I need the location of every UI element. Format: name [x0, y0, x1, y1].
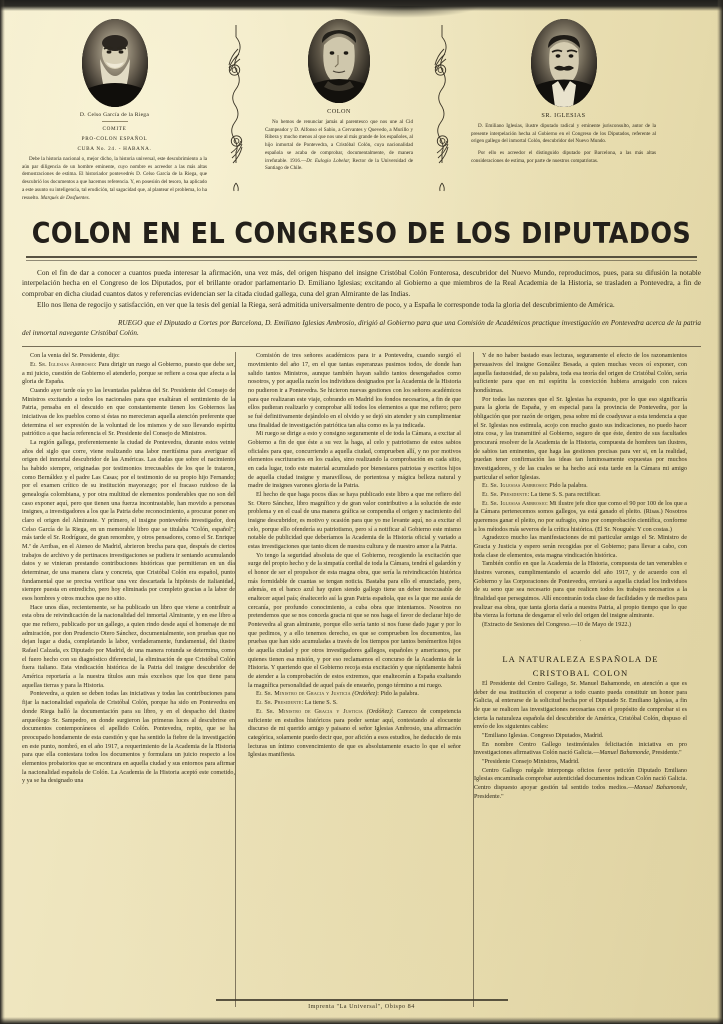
lead-p1: Con el fin de dar a conocer a cuantos pueda interesar la afirmación, una vez más, del origen hispano del insigne Cristóbal Colón Fonterosa, descubridor del Nuevo Mundo, reproducimos, pues, para su difusión la notable interpelación hecha en el Congreso de los Diputados, por el brillante orador parlamentario D. Emiliano Iglesias; excitando al Gobierno a que miembros de la Real Academia de la Historia, se trasladen a Pontevedra, a fin de comprobar en dicha ciudad cuantos datos y referencias evidencian ser la citada ciudad gallega, cuna del gran Almirante de las Indias. [22, 267, 701, 299]
speech-paragraph [248, 690, 461, 699]
paragraph: Y de no haber bastado esas lecturas, seguramente el efecto de los razonamientos persuasivos del insigne González Besada, a quien muchas veces oí exponer, con aquella fastuosidad, de su palabra, toda esa teoría del origen de Cristóbal Colón, sería suficiente para que en mi espíritu la convicción hubiera arraigado con raíces hondísimas. [474, 353, 687, 394]
portrait-riega-wrap [22, 19, 207, 107]
caption-body-sign: Dr. Eulogio Lobelar, [306, 157, 351, 164]
ruego-statement: RUEGO que el Diputado a Cortes por Barcelona, D. Emiliano Iglesias Ambrosio, dirigió al Gobierno para que una Comisión de Académicos practique investigación en Pontevedra acerca de la patria del inmortal navegante Cristóbal Colón. [22, 318, 701, 338]
speech-paragraph [474, 491, 687, 500]
speech-paragraph [248, 708, 461, 760]
caption-name-iglesias: SR. IGLESIAS [541, 112, 586, 119]
speech-paragraph [248, 699, 461, 708]
cable-signature: Manuel Bahamonde [599, 750, 649, 757]
caption-body-sign: Marqués de Dosfuentes. [40, 194, 90, 201]
paragraph: Agradezco mucho las manifestaciones de mi particular amigo el Sr. Ministro de Gracia y Justicia y espero serán recogidas por el Gobierno; para llevar a cabo, con toda clase de elementos, esta magna vindicación histórica. [474, 535, 687, 559]
paragraph: También confío en que la Academia de la Historia, compuesta de tan venerables e ilustres varones, cumplimentando el acuerdo del año 1917, y de acuerdo con el Gobierno y las Corporaciones de Pontevedra, enviará a aquella ciudad los individuos de su seno que sea necesario para que realicen todos los trabajos necesarios a la finalidad que perseguimos. Allí encontrarán toda clase de facilidades y de medios para realizar esa obra, que tanta gloria daría a nuestra Patria, al propio tiempo que lo que iba vierza la fortuna de desgarrar el velo del origen del insigne almirante. [474, 561, 687, 620]
paragraph: Pontevedra, a quien se deben todas las iniciativas y todas las contribuciones para fijar la nacionalidad española de Cristóbal Colón, porque ha sido en Pontevedra en donde Riega halló la documentación para su libro, y en el despacho del ilustre arqueólogo Sr. Sampedro, en donde surgieron las primeras luces al descubrirse en documentos contemporáneos el apellido Colón. Pontevedra, repito, que se ha preocupado hondamente de esta cuestión y que ha sentido la fiebre de la investigación en este punto, nombró, en el año 1917, a requerimiento de la Academia de la Historia para que ella contestara todos los documentos y formulara un juicio respecto a los elementos probatorios que se encontrara en aquella ciudad y sus entornos para afirmar la nacionalidad española de Colón. La Academia de la Historia aceptó este cometido, y ya se ha designado una [22, 691, 235, 785]
ornament-left-wrap [207, 19, 265, 193]
ornament-right-wrap [413, 19, 471, 193]
paragraph: Por todas las razones que el Sr. Iglesias ha expuesto, por lo que eso significaría para la gloria de España, y en especial para la provincia de Pontevedra, por la obligación que por razón de origen, pesa sobre mí de coadyuvar a esta tendencia a que el Sr. Iglesias nos estimula, acojo con mucho gusto sus indicaciones, no puedo hacer otra cosa, y las transmitiré al Gobierno, seguro de que éste, dentro de sus facultades procurará resolver de la Academia de la Historia, compuesta de hombres tan ilustres, de sabios tan eminentes, que haga las gestiones precisas para ver si, en la realidad, puedan tener confirmación las ideas tan luminosamente expuestas por muchos investigadores, y de las cuales se ha hecho acá esta tarde en la Cámara mi amigo particular el señor Iglesias. [474, 396, 687, 481]
paragraph: Yo tengo la seguridad absoluta de que el Gobierno, recogiendo la excitación que surge del propio hecho y de la simpatía cordial de toda la Cámara, tendrá el galardón y el honor de ser el propulsor de esta magna obra, que sería la reivindicación histórica más formidable de cuantas se tengan noticia. Bastaba para ello el enunciado, pero, además, en el banco azul hay quien siendo gallego tiene un deber inexcusable de enaltecer aquel país; énaltecerlo así la gran Patria española, que es la que me ausía de cercanía, por profundo conocimiento, a cuba obra que intentamos. Nosotros no pretendemos que se nos conceda gracia ni que se nos haga el favor de declarar hijo de Pontevedra al gran almirante, porque ello sería tanto si nos fuese dado jugar y por lo que pedimos, y a ello tenemos derecho, es que se comprueben los documentos, las pruebas que han sido acumuladas a través de los tiempos por tantos benémeritos hijos de aquella ciudad y por otros investigadores gallegos, españoles y americanos, por quienes tienen esa misión, y por eso reclamamos el concurso de la Academia de la Historia. Y queriendo que el Gobierno recoja esta excitación y que rápidamente habrá de atender a la comprobación de estos extremos, que enaltecerán a España exaltando la magnífica personalidad de aquel país de ensueño, pongo término a mi ruego. [248, 552, 461, 689]
masthead-panel-iglesias [471, 19, 656, 166]
speaker-label: El Sr. Presidente [482, 492, 528, 499]
portrait-colon-icon [308, 19, 370, 103]
paragraph: El Presidente del Centro Gallego, Sr. Manuel Bahamonde, en atención a que es deber de esa institución el cooperar a todo cuanto pueda constituir un honor para Galicia, al enterarse de la solicitud hecha por el Diputado Sr. Emiliano Iglesias, a fin de que se realicen las investigaciones necesarias con el propósito de comprobar si es cierta la naturaleza española del descubridor de América, Cristóbal Colón, dispuso el envío de los siguientes cables: [474, 681, 687, 731]
body-columns [22, 352, 701, 1007]
speaker-label: El Sr. Iglesias Ambrosio [482, 500, 547, 507]
section-subhead-line-2: CRISTOBAL COLON [532, 667, 629, 678]
portrait-riega-icon [82, 19, 148, 107]
body-column-1 [22, 352, 235, 1007]
caption-body-tail: Rector de la Universidad de Santiago de Chile. [265, 157, 414, 172]
portrait-iglesias-icon [531, 19, 597, 107]
speech-text: : Carezco de competencia suficiente en estudios históricos para poder sentar aquí, contestando al elocuente discurso de mi querido amigo y paisano el señor Iglesias Ambrosio, una afirmación categórica, solamente puedo decir que, por afición a esos estudios, he deducido de mis lecturas un íntimo convencimiento de que es absolutamente exacto lo que el señor Iglesias manifiesta. [248, 708, 462, 759]
cable-signature: Manuel Bahamonde [634, 785, 686, 792]
section-ornament-dot: . [579, 637, 582, 643]
cable-tail: , Presidente." [474, 785, 687, 800]
caption-name-riega: D. Celso García de la Riega [79, 112, 150, 118]
portrait-colon-wrap [265, 19, 413, 103]
speech-paragraph [22, 361, 235, 387]
paragraph: La región gallega, preferentemente la ciudad de Pontevedra, durante estos veinte años del siglo que corre, viene realizando una labor meritísima para averiguar el origen del inmortal descubridor de las Américas. Las dudas que sobre el nacimiento ha habido siempre, originadas por testimonios irrecusables de los que le trataron, como Bernáldez y el padre Las Casas; por el testimonio de su propio hijo Fernando; por el examen crítico de su institución mayorazgo; por el fracaso ruidoso de la genealogía colombiana, y por otra multitud de elementos ponderables que no son del caso exponer aquí, pero que tienen una fuerza incontrastable, han movido a personas insignes, a investigadores a los que la Patria debe reconocimiento, a procurar poner en claro el origen del Almirante. Y primero, el insigne pontevedrés investigador, don Celso García de la Riega, en un memorable libro que se titulaba "Colón, español"; más tarde el Sr. Rodríguez, de gran renombre, y otros pensadores, como el Sr. Enrique M.ª de Arribas, en el Ateneo de Madrid, abrieron brecha para que, después de ciertos trabajos de archivo y de pertinaces investigaciones se pudiera ir sentando acumulando datos y se vinieran prestando contribuciones históricas que permitieran en un día determinar, de una manera clara y concreta, que Cristóbal Colón era español, punto fundamental que se precisa verificar una vez descartada la hipótesis de italianidad, siempre puesta en entredicho, pero hoy eliminada por completo gracias a la labor de esos hombres y otros muchos que no sitio. [22, 440, 235, 603]
scan-bottom-edge [0, 1017, 723, 1024]
speaker-label: El Sr. Ministro de Gracia y Justicia [256, 708, 364, 715]
speaker-paren: (Ordóñez) [366, 708, 392, 715]
cable-quote-2-open: "Presidente Consejo Ministros, Madrid. [482, 759, 580, 766]
paragraph: Con la venia del Sr. Presidente, dijo: [30, 353, 120, 360]
caption-committee-label: COMITE [102, 126, 127, 132]
portrait-iglesias-wrap [471, 19, 656, 107]
speech-text: : Pido la palabra. [377, 691, 419, 698]
column-divider [473, 352, 474, 1007]
page-title: COLON EN EL CONGRESO DE LOS DIPUTADOS [31, 217, 692, 251]
speaker-label: El Sr. Presidente [256, 700, 302, 707]
lead-p2: Ello nos llena de regocijo y satisfacción, en ver que la tesis del genial la Riega, será admitida universalmente dentro de poco, y a España le corresponde toda la gloria del descubrimiento de América. [37, 299, 615, 309]
paragraph: Mi ruego se dirige a esto y consigno seguramente el de toda la Cámara, a excitar al Gobierno a fin de que éste a su vez la haga, al celo y patriotismo de estos sabios oficiales para que, concurriendo a aquella ciudad, comprueben allí, y no por motivos elementos escriturarios en los cuales, sino realizando la comprobación en cada sitio, en cada lugar, todo este material acumulado por bienestares patriotas y escritos hijos de aquella ciudad insigne y maravillosa, de portentosa y mágica belleza natural y madre de insignes varones gloria de la Patria. [248, 431, 461, 490]
speaker-label: El Sr. Iglesias Ambrosio [482, 483, 547, 490]
speaker-paren: (Ordóñez) [352, 691, 378, 698]
cable-text: En nombre Centro Gallego testimóniales felicitación iniciativa en pro investigaciones afirmativas Colón nació Galicia.— [474, 741, 687, 757]
cable-quote-1 [474, 741, 687, 758]
lead-divider-rule [22, 346, 701, 347]
speech-text: : Para dirigir un ruego al Gobierno, puesto que debe ser, a mi juicio, cuestión de Gobierno el atenderlo, porque se refiere a cosa que afecta a la gloria de España. [22, 361, 235, 386]
headline-rule-thin [26, 260, 697, 261]
session-extract-note: (Extracto de Sesiones del Congreso.—10 de Mayo de 1922.) [482, 622, 632, 629]
cable-tail: , Presidente." [648, 750, 682, 757]
body-column-2 [248, 352, 461, 1007]
lead-paragraphs [22, 268, 701, 311]
caption-body-riega [22, 156, 207, 202]
speech-text: : La tiene S. S. para rectificar. [527, 492, 601, 499]
paragraph: Comisión de tres señores académicos para ir a Pontevedra, cuando surgió el movimiento del año 17, en el que tantas esperanzas pusimos todos, de donde han salido tantos Ministros, aunque también hayan salido tantos desengañados como nosotros, y por aquella razón los individuos designados por la Academia de la Historia no pudieron ir a Pontevedra. Se hicieron nuevas gestiones con los señores académicos para que realizaran este viaje, cobrando en Madrid los fondos necesarios, a fin de que ellos pudieran realizarlo y comprobar allí todos los elementos a que me refiero; pero se fué definitivamente dejándolo en el olvido y se dejó sin atender y sin cumplimentar una finalidad de investigación patriótica tan alta como es la ya indicada. [248, 353, 461, 429]
caption-committee-name: PRO-COLON ESPAÑOL [81, 136, 148, 142]
footer-rule [216, 999, 508, 1001]
footer [0, 999, 723, 1010]
caption-body-text: Debe la historia nacional o, mejor dicho, la historia universal, este descubrimiento a la aún par diligencia de un hombre eminente, cuyo nombre es acreedor a las más altas demostraciones de estima. El historiador pontevedrés D. Celso García de la Riega, que descubrió los documentos a que hacemos referencia. Y, en posesión del tesoro, ha aplicado a este asunto su inteligencia, tal erudición, tal sagacidad que, al plantear el problema, lo ha resuelto. [22, 156, 207, 201]
scan-top-edge [0, 0, 723, 11]
caption-body-colon [265, 119, 413, 173]
vertical-flourish-ornament-icon [431, 23, 453, 193]
speech-paragraph [474, 482, 687, 491]
caption-committee-address: CUBA No. 24. - HABANA. [77, 146, 152, 152]
speech-text: : Pido la palabra. [546, 483, 588, 490]
headline-rule [26, 256, 697, 258]
speech-paragraph [474, 500, 687, 535]
cable-text: Centro Gallego ruégale interponga oficios favor petición Diputado Emiliano Iglesias encaminada comprobar autenticidad documentos indican Colón nació Galicia. Centro dispuesto apoyar gestión tal sentido todos medios.— [474, 767, 687, 792]
page-content [0, 11, 723, 1017]
caption-body-text: No hemos de renunciar jamás al parentesco que nos une al Cid Campeador y D. Alfonso el Sabio, a Cervantes y Quevedo, a Murillo y Ribera y mucho menos al que nos une al más grande de los españoles, al hijo inmortal de Pontevedra, a Cristóbal Colón, cuya nacionalidad española se acaba de comprobar, documentalmente, de manera irrefutable. 1916.— [265, 119, 413, 164]
paragraph: El hecho de que haga pocos días se haya publicado este libro a que me refiero del Sr. Otero Sánchez, libro magnífico y de gran valor contributivo a la solución de este problema y en el cual de una manera gráfica se compendia el origen y nacimiento del insigne descubridor, es motivo y ocasión para que yo me levante aquí, no a excitar el celo, porque ello ofendería su patriotismo, pero sí a notificar al Gobierno este mismo notable de publicidad que deberíamos la Academia de la Historia oficial y variado a estas investigaciones que tanto dicen de nuestra cultura y de nuestro amor a la Patria. [248, 492, 461, 551]
section-subhead-line-1: LA NATURALEZA ESPAÑOLA DE [502, 653, 659, 664]
vertical-flourish-ornament-icon [225, 23, 247, 193]
cable-quote-2 [474, 767, 687, 802]
column-divider [235, 352, 236, 1007]
caption-name-colon: COLON [327, 108, 351, 115]
speaker-label: El Sr. Iglesias Ambrosio [30, 361, 95, 368]
masthead-panel-riega [22, 19, 207, 202]
body-column-3 [474, 352, 687, 1007]
speech-text: : Mi ilustre jefe dice que como el 90 por 100 de los que a la Cámara pertenecemos somos gallegos, ya está ganado el pleito. (Risas.) Nosotros queremos ganar el pleito, no por sufragio, sino por comprobación científica, conforme a los métodos más severos de la crítica histórica. (El Sr. Nouguès: Y con costas.) [474, 500, 687, 533]
paragraph: Cuando ayer tarde oía yo las levantadas palabras del Sr. Presidente del Consejo de Ministros excitando a todos los nacionales para que exaltáran el sentimiento de la Patria, pensaba en el descuido en que constantemente tienen los Gobiernos las iniciativas de los pueblos como si éstas no merecieran aquella atención preferente que determina el ser expresión de la voluntad de los mismos y de suo llevando espíritu patriótico a que hacía referencia el Sr. Presidente del Consejo de Ministros. [22, 387, 235, 438]
caption-body-iglesias-2: Por ello es acreedor el distinguido diputado por Barcelona, a las más altas consideraciones de estima, por parte de nuestros compatriotas. [471, 150, 656, 164]
masthead-panel-colon [265, 19, 413, 173]
cable-quote-1-open: "Emiliano Iglesias. Congreso Diputados, Madrid. [482, 733, 604, 740]
footer-imprint: Imprenta "La Universal", Obispo 84 [308, 1003, 415, 1010]
masthead [22, 19, 701, 215]
caption-rule [102, 121, 128, 122]
speaker-label: El Sr. Ministro de Gracia y Justicia [256, 691, 351, 698]
speech-text: : La tiene S. S. [301, 700, 338, 707]
paragraph: Hace unos días, recientemente, se ha publicado un libro que viene a contribuir a esta obra de reivindicación de la nacionalidad del inmortal Almirante, y en ese libro a que me refiero, publicado por un gallego, a quien rindo desde aquí el homenaje de mi admiración, por don Prudencio Otero Sánchez, documentalmente, son pruebas que no dejan lugar a duda, completando la labor, verdaderamente, fundamental, del ilustre Rafael Calzada, ex Diputado por Madrid, de una manera rotunda se determina, como el fuero hecho con su diagnóstico diferencial, la eliminación de que Cristóbal Colón fuera italiano. Esta vindicación histórica de la Patria del insigne descubridor de América reportaría a la nuestra títulos aun más excelsos que los que tiene para aquellas tierras y para la Historia. [22, 604, 235, 689]
caption-body-iglesias-1: D. Emiliano Iglesias, ilustre diputado radical y eminente jurisconsulto, autor de la presente interpelación hecha al Gobierno en el Congreso de los Diputados, referente al origen gallego del inmortal Colón, descubridor del Nuevo Mundo. [471, 123, 656, 145]
